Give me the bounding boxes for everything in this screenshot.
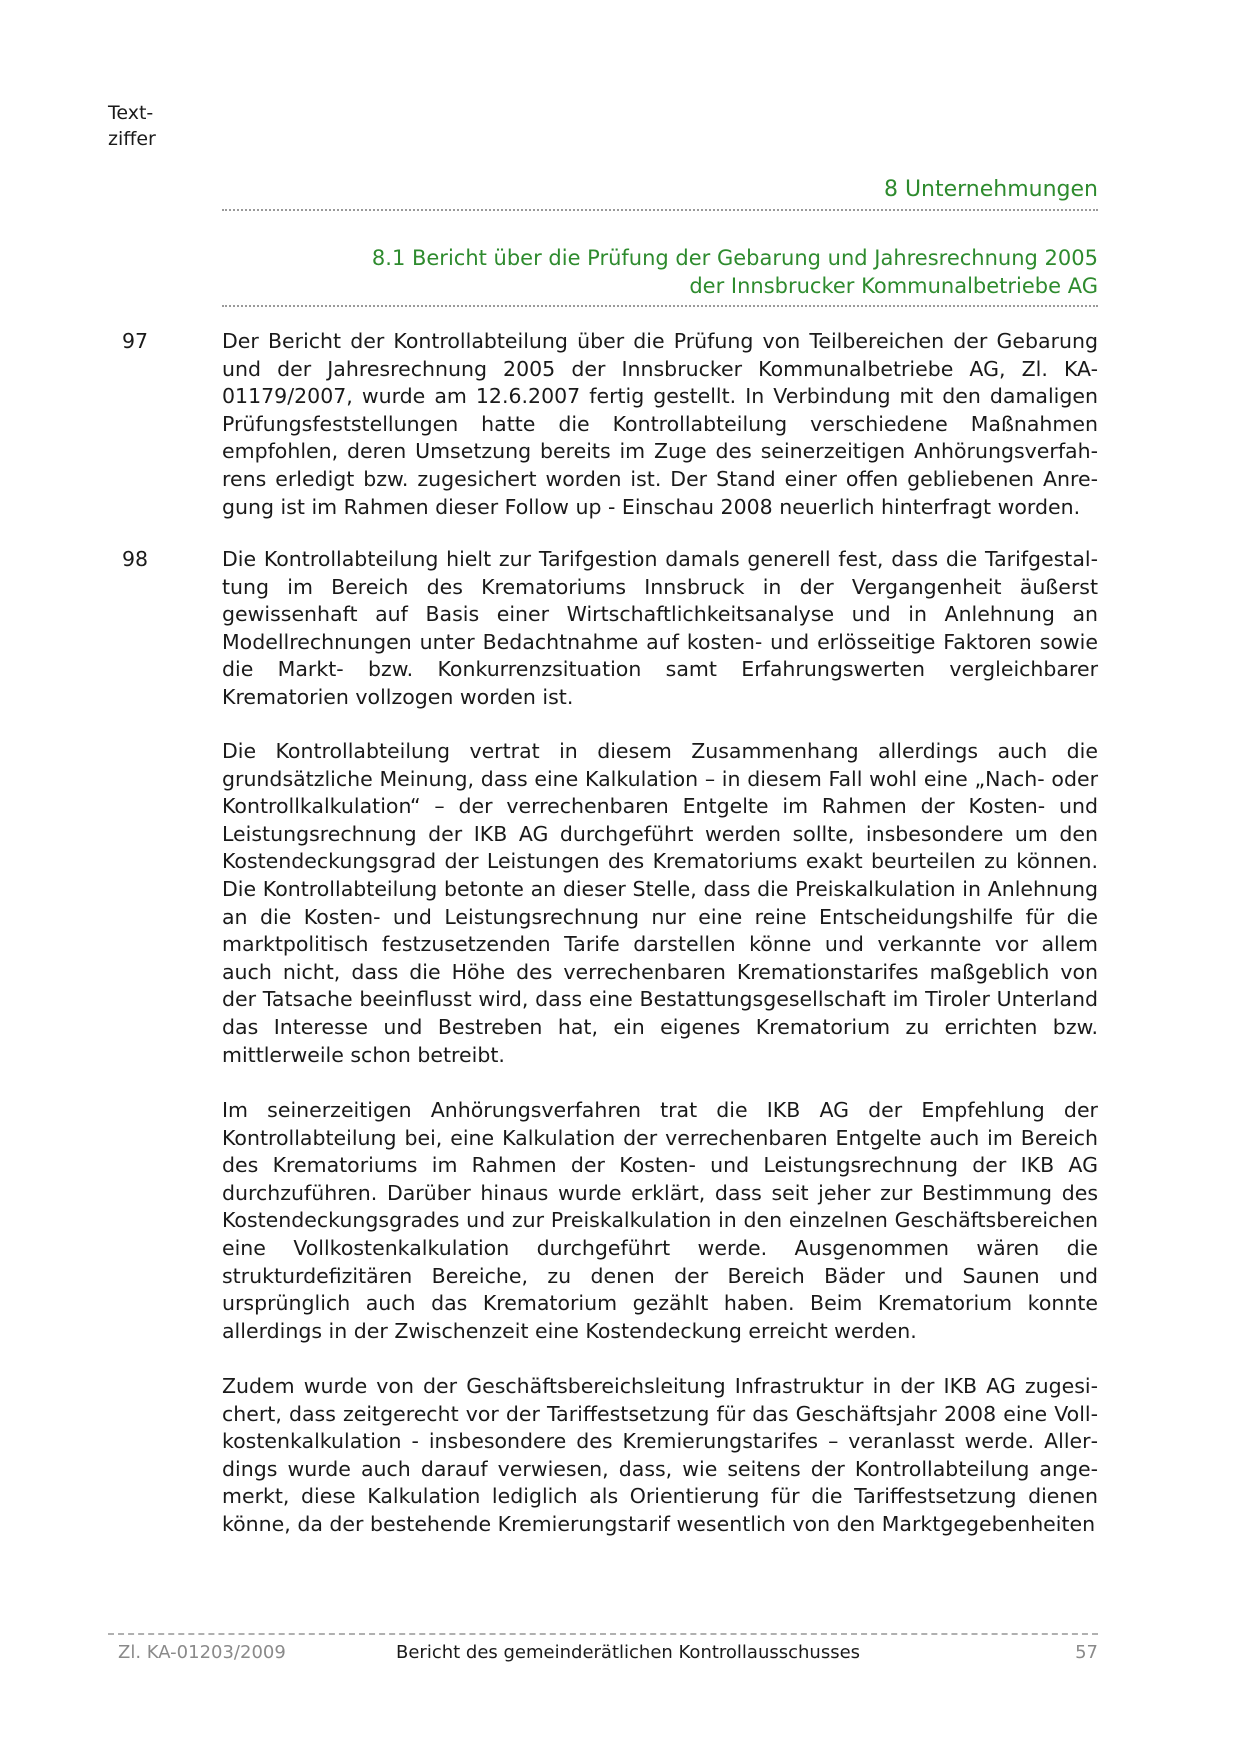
chapter-heading: 8 Unternehmungen <box>883 177 1098 202</box>
body-paragraph: Die Kontrollabteilung hielt zur Tarifgestion damals generell fest, dass die Tarifgestaltung im Bereich des Krematoriums Innsbruck in der Vergangenheit äußerst gewissenhaft auf Basis einer Wirtschaftlichkeitsanalyse und in Anlehnung an Modellrechnungen unter Bedachtnahme auf kosten- und erlösseitige Faktoren sowie die Markt- bzw. Konkurrenzsituation samt Erfahrungswerten vergleichbarer Krematorien vollzogen worden ist. <box>222 547 1098 709</box>
textziffer-label-line1: Text- <box>108 102 154 124</box>
page-number: 57 <box>1075 1642 1098 1663</box>
section-heading-line2: der Innsbrucker Kommunalbetriebe AG <box>689 274 1098 298</box>
body-paragraph: Im seinerzeitigen Anhörungsverfahren trat die IKB AG der Empfehlung der Kontrollabteilung bei, eine Kalkulation der verrechenbaren Entgelte auch im Bereich des Krematoriums im Rahmen der Kosten- und Leistungsrechnung der IKB AG durchzuführen. Darüber hinaus wurde erklärt, dass seit jeher zur Bestimmung des Kostendeckungsgrades und zur Preiskalkulation in den einzelnen Geschäftsbereichen eine Vollkostenkalkulation durchgeführt werde. Ausgenommen wären die strukturdefizitären Bereiche, zu denen der Bereich Bäder und Saunen und ursprünglich auch das Krematorium gezählt haben. Beim Krematorium konnte allerdings in der Zwischenzeit eine Kostendeckung erreicht werden. <box>222 1098 1098 1343</box>
body-paragraph: Der Bericht der Kontrollabteilung über die Prüfung von Teilbereichen der Gebarung und der Jahresrechnung 2005 der Innsbrucker Kommunalbetriebe AG, Zl. KA-01179/2007, wurde am 12.6.2007 fertig gestellt. In Verbindung mit den damaligen Prüfungsfeststellungen hatte die Kontrollabteilung verschiedene Maßnahmen empfohlen, deren Umsetzung bereits im Zuge des seinerzeitigen Anhörungsverfahrens erledigt bzw. zugesichert worden ist. Der Stand einer offen gebliebenen Anregung ist im Rahmen dieser Follow up - Einschau 2008 neuerlich hinterfragt worden. <box>222 329 1098 519</box>
textziffer-number: 98 <box>122 547 149 571</box>
footer-title: Bericht des gemeinderätlichen Kontrollausschusses <box>396 1642 861 1663</box>
textziffer-label-line2: ziffer <box>108 128 156 150</box>
section-divider <box>222 305 1098 307</box>
textziffer-number: 97 <box>122 329 149 353</box>
body-paragraph: Die Kontrollabteilung vertrat in diesem Zusammenhang allerdings auch die grundsätzliche Meinung, dass eine Kalkulation – in diesem Fall wohl eine „Nach- oder Kontrollkalkulation“ – der verrechenbaren Entgelte im Rahmen der Kosten- und Leistungsrechnung der IKB AG durchgeführt werden sollte, insbesondere um den Kostendeckungsgrad der Leistungen des Krematoriums exakt beurteilen zu können. Die Kontrollabteilung betonte an dieser Stelle, dass die Preiskalkulation in Anlehnung an die Kosten- und Leistungsrechnung nur eine reine Entscheidungshilfe für die marktpolitisch festzusetzenden Tarife darstellen könne und verkannte vor allem auch nicht, dass die Höhe des verrechenbaren Kremationstarifes maßgeblich von der Tatsache beeinflusst wird, dass eine Bestattungsgesellschaft im Tiroler Unterland das Interesse und Bestreben hat, ein eigenes Krematorium zu errichten bzw. mittlerweile schon betreibt. <box>222 739 1098 1067</box>
section-heading-line1: 8.1 Bericht über die Prüfung der Gebarung und Jahresrechnung 2005 <box>371 246 1098 270</box>
footer-reference: Zl. KA-01203/2009 <box>118 1642 286 1663</box>
body-paragraph: Zudem wurde von der Geschäftsbereichsleitung Infrastruktur in der IKB AG zugesichert, dass zeitgerecht vor der Tariffestsetzung für das Geschäftsjahr 2008 eine Vollkostenkalkulation - insbesondere des Kremierungstarifes – veranlasst werde. Allerdings wurde auch darauf verwiesen, dass, wie seitens der Kontrollabteilung angemerkt, diese Kalkulation lediglich als Orientierung für die Tariffestsetzung dienen könne, da der bestehende Kremierungstarif wesentlich von den Marktgegebenheiten <box>222 1374 1098 1536</box>
footer-divider <box>108 1633 1098 1635</box>
section-heading <box>222 244 1098 300</box>
chapter-divider <box>222 209 1098 211</box>
textziffer-label <box>108 100 156 152</box>
